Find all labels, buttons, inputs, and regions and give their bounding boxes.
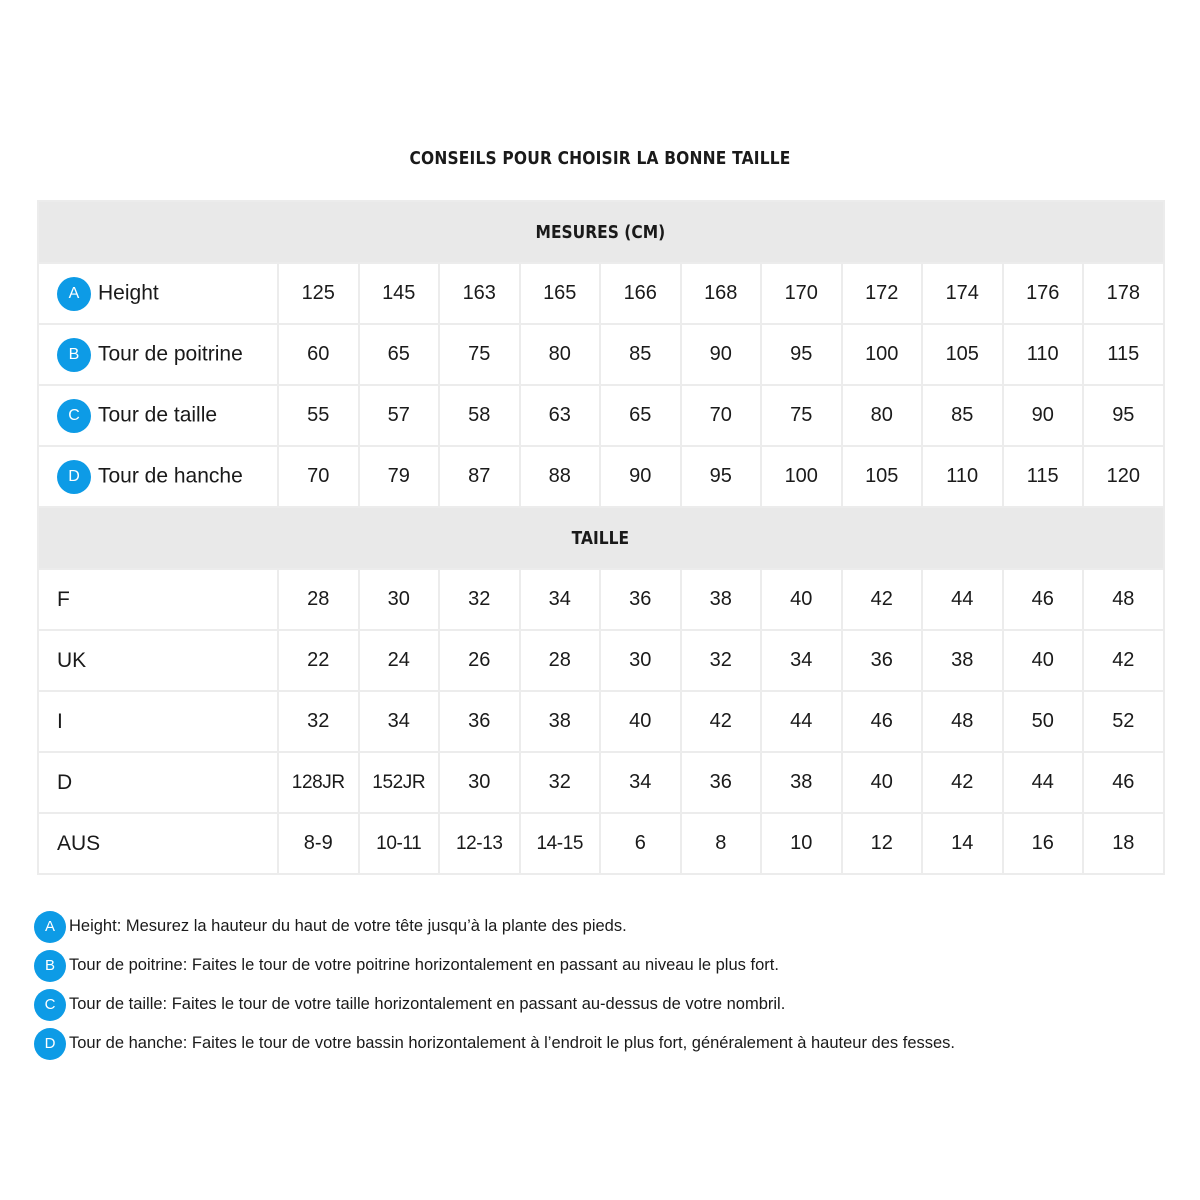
row-label-cell (38, 813, 278, 874)
row-label-cell (38, 630, 278, 691)
value-cell: 110 (922, 446, 1003, 507)
value-cell: 46 (1003, 569, 1084, 630)
value-cell: 48 (1083, 569, 1164, 630)
value-cell: 80 (842, 385, 923, 446)
value-cell: 166 (600, 263, 681, 324)
table-row (38, 752, 1164, 813)
value-cell: 30 (600, 630, 681, 691)
value-cell: 60 (278, 324, 359, 385)
letter-badge: D (34, 1028, 66, 1060)
size-chart-table (37, 200, 1165, 875)
note-item (34, 1024, 1174, 1063)
value-cell: 6 (600, 813, 681, 874)
value-cell: 34 (359, 691, 440, 752)
value-cell: 100 (761, 446, 842, 507)
value-cell: 75 (761, 385, 842, 446)
value-cell: 34 (520, 569, 601, 630)
value-cell: 32 (439, 569, 520, 630)
value-cell: 46 (1083, 752, 1164, 813)
value-cell: 70 (278, 446, 359, 507)
value-cell: 95 (681, 446, 762, 507)
value-cell: 44 (922, 569, 1003, 630)
value-cell: 170 (761, 263, 842, 324)
row-label-cell (38, 446, 278, 507)
value-cell: 65 (600, 385, 681, 446)
value-cell: 42 (681, 691, 762, 752)
value-cell: 48 (922, 691, 1003, 752)
sizes-header-text: TAILLE (572, 527, 630, 549)
value-cell: 42 (922, 752, 1003, 813)
value-cell: 44 (761, 691, 842, 752)
value-cell: 52 (1083, 691, 1164, 752)
value-cell: 12 (842, 813, 923, 874)
row-label: AUS (57, 831, 101, 855)
value-cell: 30 (439, 752, 520, 813)
value-cell: 87 (439, 446, 520, 507)
value-cell: 34 (600, 752, 681, 813)
sizes-header-row (38, 507, 1164, 569)
letter-badge: B (34, 950, 66, 982)
value-cell: 30 (359, 569, 440, 630)
value-cell: 145 (359, 263, 440, 324)
note-item (34, 946, 1174, 985)
sizes-header (38, 507, 1164, 569)
note-text: Height: Mesurez la hauteur du haut de votre tête jusqu’à la plante des pieds. (69, 917, 627, 935)
letter-badge: D (57, 460, 91, 494)
value-cell: 14 (922, 813, 1003, 874)
row-label-cell (38, 324, 278, 385)
value-cell: 128JR (278, 752, 359, 813)
row-label: F (57, 587, 70, 611)
value-cell: 44 (1003, 752, 1084, 813)
note-text: Tour de hanche: Faites le tour de votre bassin horizontalement à l’endroit le plus fort, généralement à hauteur des fesses. (69, 1034, 956, 1052)
row-label: I (57, 709, 63, 733)
value-cell: 14-15 (520, 813, 601, 874)
value-cell: 90 (681, 324, 762, 385)
value-cell: 10-11 (359, 813, 440, 874)
value-cell: 79 (359, 446, 440, 507)
value-cell: 168 (681, 263, 762, 324)
measures-header-row (38, 201, 1164, 263)
value-cell: 24 (359, 630, 440, 691)
value-cell: 110 (1003, 324, 1084, 385)
value-cell: 50 (1003, 691, 1084, 752)
value-cell: 36 (439, 691, 520, 752)
table-row (38, 691, 1164, 752)
note-text: Tour de poitrine: Faites le tour de votre poitrine horizontalement en passant au niveau le plus fort. (69, 956, 779, 974)
row-label-cell (38, 691, 278, 752)
value-cell: 178 (1083, 263, 1164, 324)
value-cell: 58 (439, 385, 520, 446)
table-row (38, 324, 1164, 385)
value-cell: 10 (761, 813, 842, 874)
letter-badge: C (57, 399, 91, 433)
value-cell: 105 (922, 324, 1003, 385)
row-label-cell (38, 263, 278, 324)
page-title: CONSEILS POUR CHOISIR LA BONNE TAILLE (409, 148, 791, 169)
value-cell: 32 (278, 691, 359, 752)
value-cell: 40 (761, 569, 842, 630)
value-cell: 38 (922, 630, 1003, 691)
value-cell: 28 (520, 630, 601, 691)
value-cell: 100 (842, 324, 923, 385)
value-cell: 38 (520, 691, 601, 752)
value-cell: 32 (520, 752, 601, 813)
value-cell: 32 (681, 630, 762, 691)
value-cell: 12-13 (439, 813, 520, 874)
value-cell: 85 (922, 385, 1003, 446)
letter-badge: A (34, 911, 66, 943)
table-row (38, 385, 1164, 446)
table-row (38, 263, 1164, 324)
value-cell: 36 (681, 752, 762, 813)
value-cell: 165 (520, 263, 601, 324)
letter-badge: C (34, 989, 66, 1021)
measurement-notes (34, 907, 1174, 1063)
value-cell: 16 (1003, 813, 1084, 874)
note-item (34, 985, 1174, 1024)
value-cell: 40 (1003, 630, 1084, 691)
value-cell: 34 (761, 630, 842, 691)
value-cell: 65 (359, 324, 440, 385)
value-cell: 174 (922, 263, 1003, 324)
table-row (38, 569, 1164, 630)
value-cell: 120 (1083, 446, 1164, 507)
value-cell: 163 (439, 263, 520, 324)
value-cell: 28 (278, 569, 359, 630)
letter-badge: B (57, 338, 91, 372)
row-label-cell (38, 752, 278, 813)
value-cell: 42 (1083, 630, 1164, 691)
value-cell: 57 (359, 385, 440, 446)
value-cell: 90 (600, 446, 681, 507)
measures-header (38, 201, 1164, 263)
value-cell: 8-9 (278, 813, 359, 874)
value-cell: 75 (439, 324, 520, 385)
value-cell: 95 (1083, 385, 1164, 446)
value-cell: 38 (761, 752, 842, 813)
value-cell: 40 (842, 752, 923, 813)
row-label: UK (57, 648, 87, 672)
value-cell: 125 (278, 263, 359, 324)
row-label: D (57, 770, 73, 794)
value-cell: 36 (842, 630, 923, 691)
value-cell: 85 (600, 324, 681, 385)
note-item (34, 907, 1174, 946)
value-cell: 152JR (359, 752, 440, 813)
value-cell: 22 (278, 630, 359, 691)
value-cell: 70 (681, 385, 762, 446)
value-cell: 26 (439, 630, 520, 691)
note-text: Tour de taille: Faites le tour de votre taille horizontalement en passant au-dessus de votre nombril. (69, 995, 786, 1013)
row-label: Tour de taille (98, 403, 218, 427)
letter-badge: A (57, 277, 91, 311)
value-cell: 115 (1003, 446, 1084, 507)
value-cell: 42 (842, 569, 923, 630)
row-label-cell (38, 385, 278, 446)
value-cell: 176 (1003, 263, 1084, 324)
value-cell: 40 (600, 691, 681, 752)
value-cell: 36 (600, 569, 681, 630)
row-label: Tour de hanche (98, 464, 243, 488)
value-cell: 172 (842, 263, 923, 324)
value-cell: 88 (520, 446, 601, 507)
value-cell: 63 (520, 385, 601, 446)
value-cell: 38 (681, 569, 762, 630)
value-cell: 46 (842, 691, 923, 752)
value-cell: 105 (842, 446, 923, 507)
value-cell: 115 (1083, 324, 1164, 385)
measures-header-text: MESURES (CM) (535, 221, 666, 243)
value-cell: 18 (1083, 813, 1164, 874)
value-cell: 8 (681, 813, 762, 874)
row-label: Tour de poitrine (98, 342, 243, 366)
table-row (38, 630, 1164, 691)
value-cell: 80 (520, 324, 601, 385)
value-cell: 95 (761, 324, 842, 385)
row-label: Height (98, 281, 159, 305)
value-cell: 90 (1003, 385, 1084, 446)
value-cell: 55 (278, 385, 359, 446)
table-row (38, 813, 1164, 874)
row-label-cell (38, 569, 278, 630)
table-row (38, 446, 1164, 507)
